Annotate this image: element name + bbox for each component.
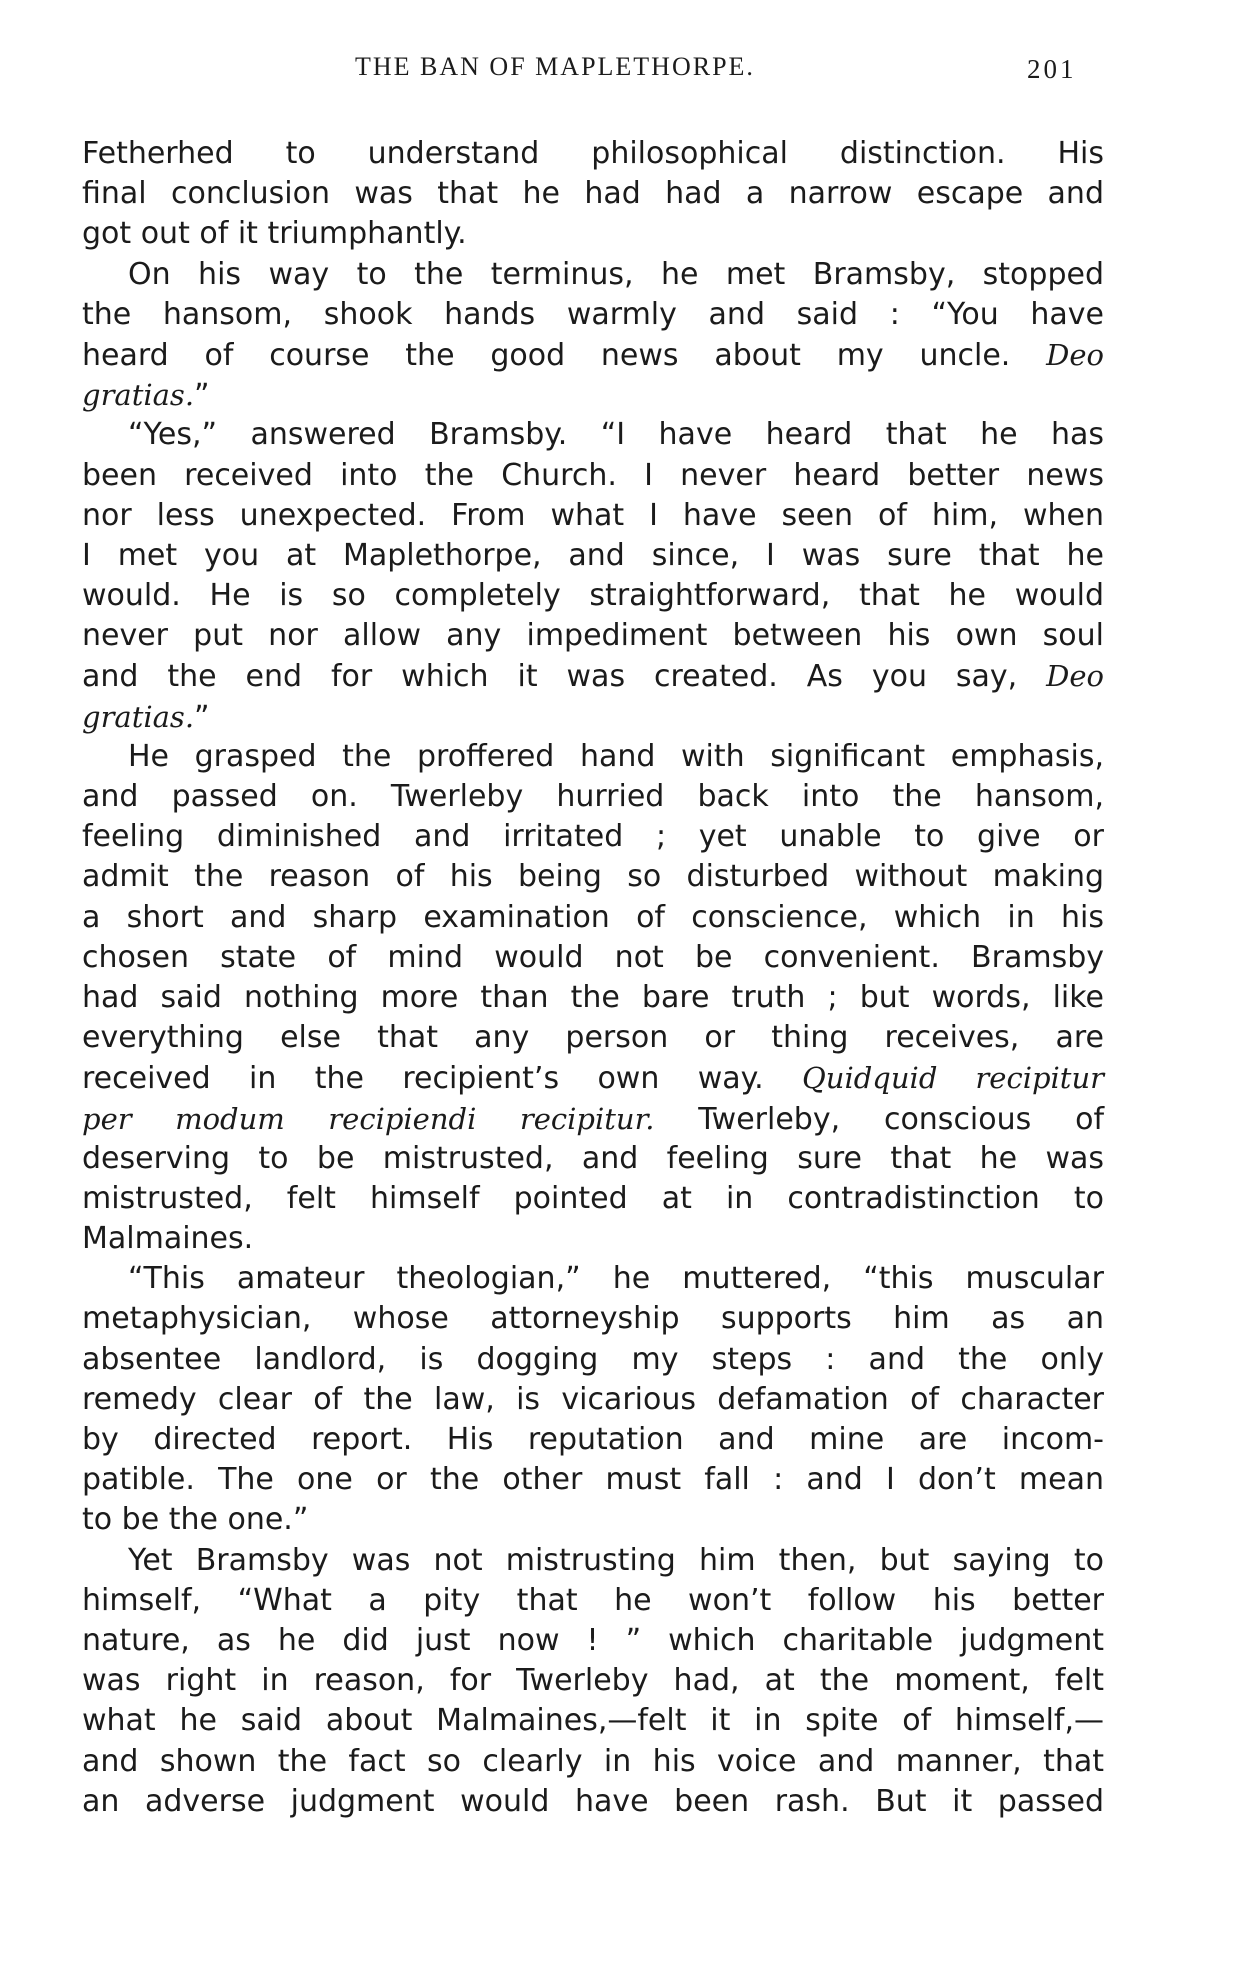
text-line bbox=[82, 857, 1104, 897]
text-segment: deserving to be mistrusted, and feeling sure that he was bbox=[82, 1140, 1104, 1176]
text-segment: what he said about Malmaines,—felt it in spite of himself,— bbox=[82, 1703, 1104, 1739]
text-line bbox=[82, 978, 1104, 1018]
text-segment: never put nor allow any impediment between his own soul bbox=[82, 618, 1104, 654]
text-line bbox=[82, 335, 1104, 375]
italic-text: per modum recipiendi recipitur. bbox=[82, 1101, 655, 1136]
body-text bbox=[82, 134, 1104, 1822]
text-segment: admit the reason of his being so disturbed without making bbox=[82, 859, 1104, 895]
text-line bbox=[82, 1099, 1104, 1139]
italic-text: gratias. bbox=[82, 378, 195, 413]
text-segment: Yet Bramsby was not mistrusting him then, but saying to bbox=[128, 1542, 1104, 1578]
text-line bbox=[82, 1380, 1104, 1420]
text-segment: heard of course the good news about my uncle. bbox=[82, 337, 1047, 373]
text-line bbox=[82, 1299, 1104, 1339]
text-line bbox=[82, 697, 1104, 737]
text-line bbox=[82, 456, 1104, 496]
text-line bbox=[82, 576, 1104, 616]
text-line bbox=[82, 1340, 1104, 1380]
text-segment: and passed on. Twerleby hurried back into the hansom, bbox=[82, 779, 1104, 814]
text-line bbox=[82, 174, 1104, 214]
text-segment: ” bbox=[194, 378, 210, 414]
italic-text: Deo bbox=[1046, 659, 1104, 694]
text-line bbox=[82, 1500, 1104, 1540]
text-line bbox=[82, 1460, 1104, 1500]
text-line bbox=[82, 536, 1104, 576]
text-segment: I met you at Maplethorpe, and since, I was sure that he bbox=[82, 537, 1104, 573]
text-segment: got out of it triumphantly. bbox=[82, 216, 467, 252]
text-line bbox=[82, 1541, 1104, 1581]
text-line bbox=[82, 214, 1104, 254]
text-segment: and shown the fact so clearly in his voice and manner, that bbox=[82, 1743, 1104, 1779]
text-segment: nature, as he did just now ! ” which charitable judgment bbox=[82, 1622, 1104, 1658]
text-line bbox=[82, 938, 1104, 978]
text-segment: “Yes,” answered Bramsby. “I have heard that he has bbox=[128, 417, 1104, 453]
text-segment: chosen state of mind would not be convenient. Bramsby bbox=[82, 939, 1104, 975]
text-line bbox=[82, 134, 1104, 174]
text-line bbox=[82, 1661, 1104, 1701]
text-segment: been received into the Church. I never heard better news bbox=[82, 457, 1104, 493]
text-segment: metaphysician, whose attorneyship supports him as an bbox=[82, 1301, 1104, 1337]
text-segment: mistrusted, felt himself pointed at in contradistinction to bbox=[82, 1180, 1104, 1216]
text-line bbox=[82, 1621, 1104, 1661]
text-line bbox=[82, 1742, 1104, 1782]
text-segment: ” bbox=[194, 699, 210, 735]
text-segment: and the end for which it was created. As you say, bbox=[82, 659, 1047, 695]
text-line bbox=[82, 1701, 1104, 1741]
text-segment: Fetherhed to understand philosophical distinction. His bbox=[82, 136, 1104, 171]
text-segment: patible. The one or the other must fall : and I don’t mean bbox=[82, 1462, 1104, 1498]
italic-text: gratias. bbox=[82, 699, 195, 734]
text-segment: feeling diminished and irritated ; yet unable to give or bbox=[82, 819, 1104, 855]
text-segment: received in the recipient’s own way. bbox=[82, 1061, 803, 1097]
text-segment: an adverse judgment would have been rash. But it passed bbox=[82, 1783, 1104, 1819]
text-line bbox=[82, 1782, 1104, 1822]
text-line bbox=[82, 656, 1104, 696]
text-segment: final conclusion was that he had had a narrow escape and bbox=[82, 176, 1104, 212]
text-line bbox=[82, 1058, 1104, 1098]
text-line bbox=[82, 375, 1104, 415]
text-line bbox=[82, 777, 1104, 817]
text-segment: nor less unexpected. From what I have seen of him, when bbox=[82, 497, 1104, 533]
text-segment: Twerleby, conscious of bbox=[654, 1101, 1105, 1137]
text-segment: Malmaines. bbox=[82, 1221, 254, 1257]
text-line bbox=[82, 1259, 1104, 1299]
text-line bbox=[82, 1420, 1104, 1460]
text-segment: to be the one.” bbox=[82, 1502, 309, 1538]
text-line bbox=[82, 1139, 1104, 1179]
text-line bbox=[82, 1179, 1104, 1219]
text-line bbox=[82, 1581, 1104, 1621]
text-line bbox=[82, 1219, 1104, 1259]
text-segment: had said nothing more than the bare truth ; but words, like bbox=[82, 979, 1104, 1015]
text-segment: On his way to the terminus, he met Bramsby, stopped bbox=[128, 256, 1104, 292]
text-line bbox=[82, 817, 1104, 857]
text-line bbox=[82, 1018, 1104, 1058]
page-number: 201 bbox=[1027, 54, 1077, 84]
text-segment: a short and sharp examination of conscience, which in his bbox=[82, 899, 1104, 935]
text-line bbox=[82, 415, 1104, 455]
text-segment: He grasped the proffered hand with significant emphasis, bbox=[128, 738, 1104, 774]
text-segment: absentee landlord, is dogging my steps : and the only bbox=[82, 1341, 1104, 1377]
italic-text: Deo bbox=[1046, 337, 1104, 372]
text-line bbox=[82, 737, 1104, 777]
text-segment: himself, “What a pity that he won’t follow his better bbox=[82, 1582, 1104, 1618]
italic-text: Quidquid recipitur bbox=[802, 1061, 1105, 1096]
running-title: THE BAN OF MAPLETHORPE. bbox=[355, 52, 755, 81]
text-line bbox=[82, 255, 1104, 295]
text-segment: everything else that any person or thing receives, are bbox=[82, 1020, 1104, 1056]
text-segment: remedy clear of the law, is vicarious defamation of character bbox=[82, 1381, 1104, 1417]
text-segment: was right in reason, for Twerleby had, at the moment, felt bbox=[82, 1663, 1104, 1699]
text-segment: by directed report. His reputation and mine are incom- bbox=[82, 1422, 1104, 1457]
text-segment: would. He is so completely straightforward, that he would bbox=[82, 578, 1104, 614]
text-line bbox=[82, 295, 1104, 335]
text-line bbox=[82, 898, 1104, 938]
text-segment: “This amateur theologian,” he muttered, “this muscular bbox=[128, 1261, 1104, 1297]
text-segment: the hansom, shook hands warmly and said : “You have bbox=[82, 296, 1104, 332]
text-line bbox=[82, 616, 1104, 656]
text-line bbox=[82, 496, 1104, 536]
